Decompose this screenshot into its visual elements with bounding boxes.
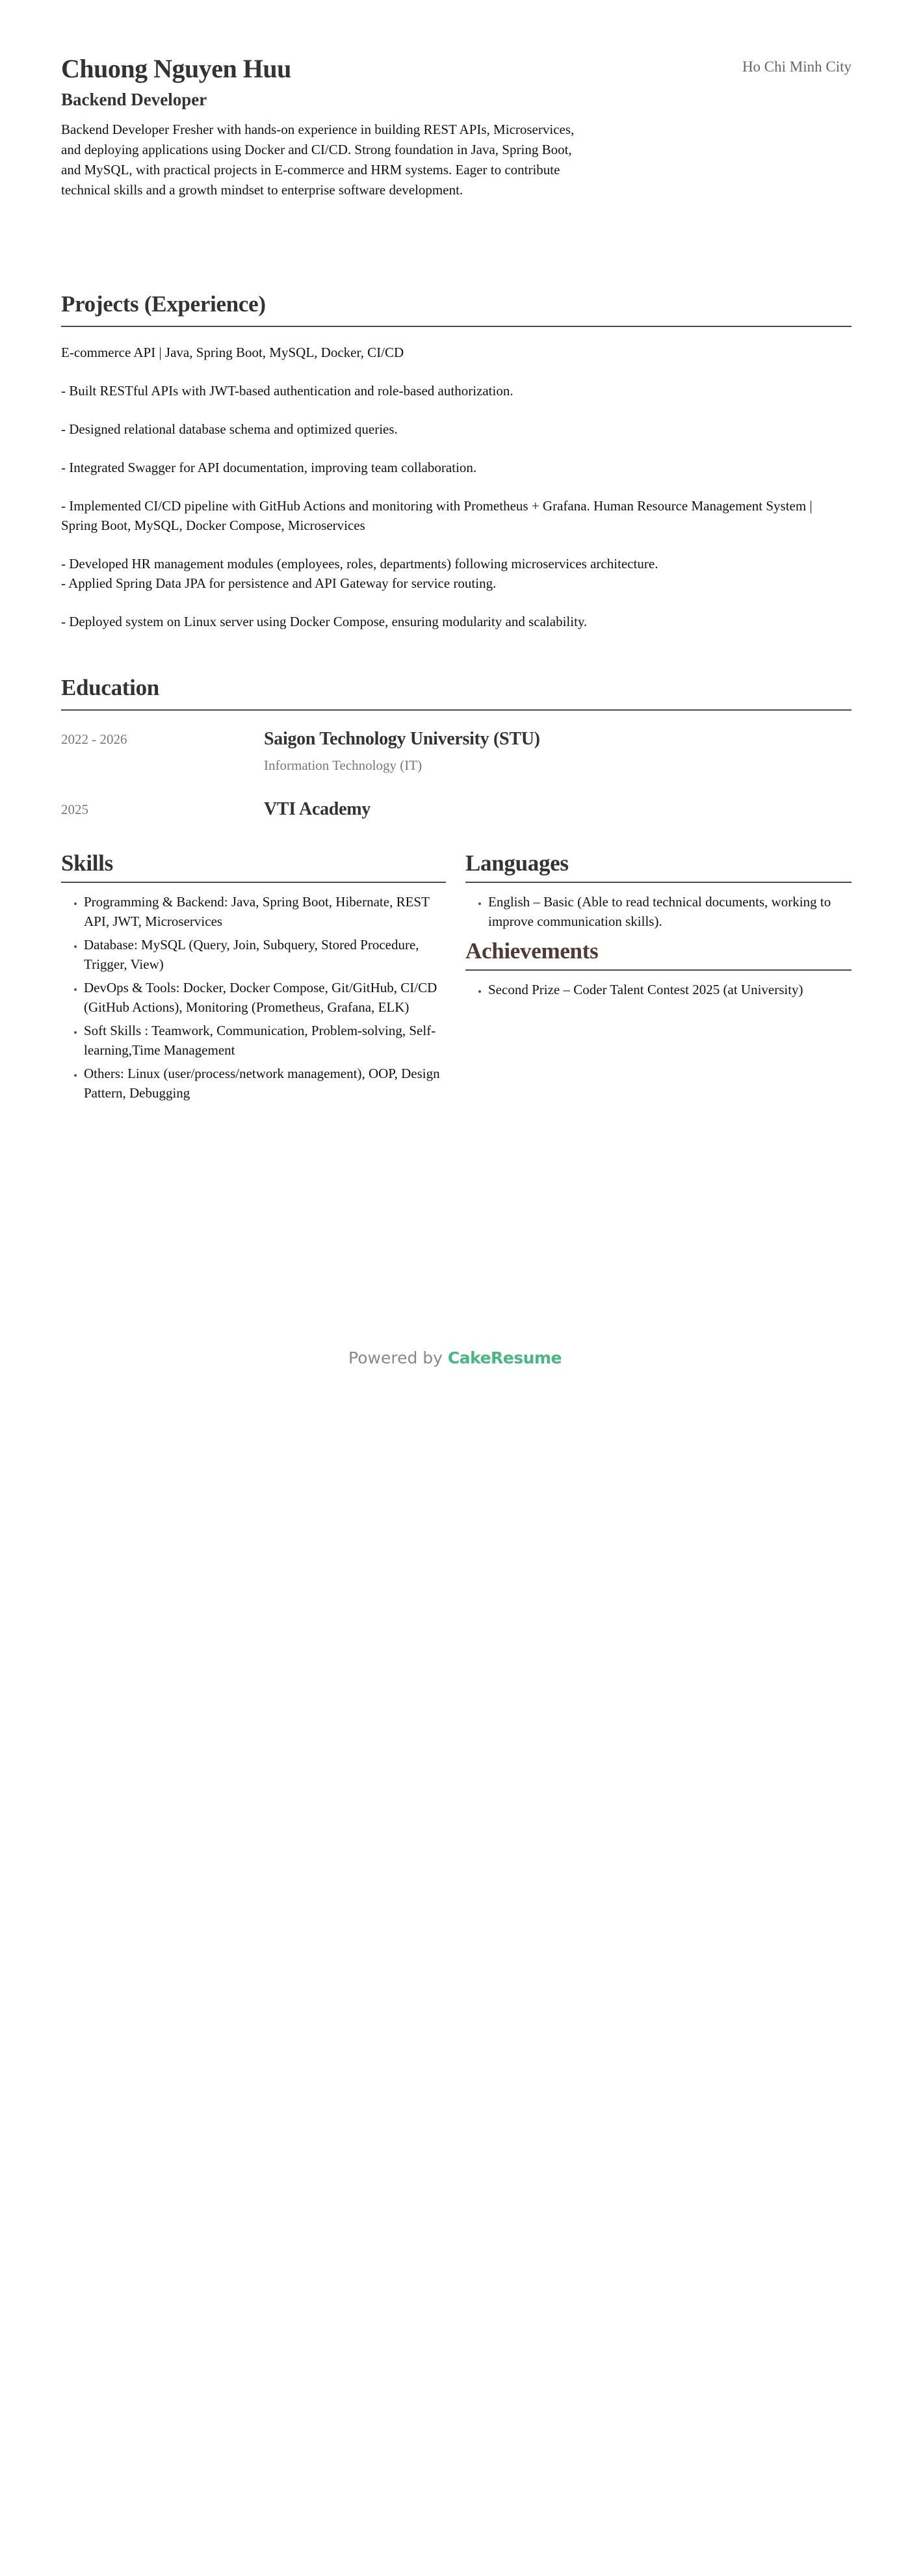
skill-item: • Programming & Backend: Java, Spring Boot, Hibernate, REST API, JWT, Microservices xyxy=(84,892,446,931)
project-line: - Implemented CI/CD pipeline with GitHub Actions and monitoring with Prometheus + Grafana. Human Resource Management System | Spring Boot, MySQL, Docker Compose, Microservices xyxy=(61,498,812,533)
projects-body xyxy=(61,343,852,631)
languages-title: Languages xyxy=(465,850,569,876)
achievements-section xyxy=(465,935,852,999)
right-column xyxy=(465,847,852,1003)
section-divider xyxy=(61,709,852,711)
languages-list xyxy=(465,892,852,931)
project-line: - Built RESTful APIs with JWT-based authentication and role-based authorization. xyxy=(61,383,514,399)
project-line: - Deployed system on Linux server using Docker Compose, ensuring modularity and scalability. xyxy=(61,614,588,629)
skill-item: • Others: Linux (user/process/network management), OOP, Design Pattern, Debugging xyxy=(84,1064,446,1103)
education-date: 2022 - 2026 xyxy=(61,731,127,747)
skills-title: Skills xyxy=(61,850,113,876)
education-entry xyxy=(61,799,852,834)
project-line: - Applied Spring Data JPA for persistence and API Gateway for service routing. xyxy=(61,575,497,591)
section-divider xyxy=(465,882,852,883)
languages-section xyxy=(465,847,852,931)
skill-item: • Soft Skills : Teamwork, Communication, Problem-solving, Self-learning,Time Management xyxy=(84,1021,446,1060)
projects-title: Projects (Experience) xyxy=(61,291,266,317)
education-date: 2025 xyxy=(61,802,88,817)
projects-section xyxy=(61,288,852,650)
resume-header xyxy=(61,0,852,267)
education-entry xyxy=(61,731,852,802)
achievements-title: Achievements xyxy=(465,938,599,964)
education-major: Information Technology (IT) xyxy=(264,757,422,773)
project-line: - Designed relational database schema and optimized queries. xyxy=(61,421,398,437)
language-item: • English – Basic (Able to read technical documents, working to improve communication skills). xyxy=(488,892,852,931)
section-divider xyxy=(61,326,852,327)
skill-item: • Database: MySQL (Query, Join, Subquery, Stored Procedure, Trigger, View) xyxy=(84,935,446,974)
education-section xyxy=(61,672,852,834)
education-school: Saigon Technology University (STU) xyxy=(264,729,540,749)
project-line: - Developed HR management modules (employees, roles, departments) following microservices architecture. xyxy=(61,556,658,572)
powered-by-label: Powered by xyxy=(348,1348,443,1367)
skill-item: • DevOps & Tools: Docker, Docker Compose, Git/GitHub, CI/CD (GitHub Actions), Monitoring (Prometheus, Grafana, ELK) xyxy=(84,978,446,1017)
section-divider xyxy=(61,882,446,883)
powered-by-footer xyxy=(0,1348,910,1367)
skills-section xyxy=(61,847,446,1107)
project-line: - Integrated Swagger for API documentation, improving team collaboration. xyxy=(61,460,477,475)
project-line: E-commerce API | Java, Spring Boot, MySQL, Docker, CI/CD xyxy=(61,345,404,360)
section-divider xyxy=(465,969,852,971)
job-title: Backend Developer xyxy=(61,90,207,109)
cakeresume-logo-link[interactable]: CakeResume xyxy=(447,1348,562,1367)
achievements-list xyxy=(465,980,852,999)
location: Ho Chi Minh City xyxy=(742,59,852,75)
achievement-item: • Second Prize – Coder Talent Contest 2025 (at University) xyxy=(488,980,852,999)
resume-page xyxy=(61,0,852,1101)
skills-list xyxy=(61,892,446,1103)
education-title: Education xyxy=(61,675,159,700)
summary: Backend Developer Fresher with hands-on experience in building REST APIs, Microservices, and deploying applications using Docker and CI/CD. Strong foundation in Java, Spring Boot, and MySQL, with practical projects in E-commerce and HRM systems. Eager to contribute technical skills and a growth mindset to enterprise software development. xyxy=(61,122,575,198)
candidate-name: Chuong Nguyen Huu xyxy=(61,54,291,83)
education-school: VTI Academy xyxy=(264,799,370,819)
